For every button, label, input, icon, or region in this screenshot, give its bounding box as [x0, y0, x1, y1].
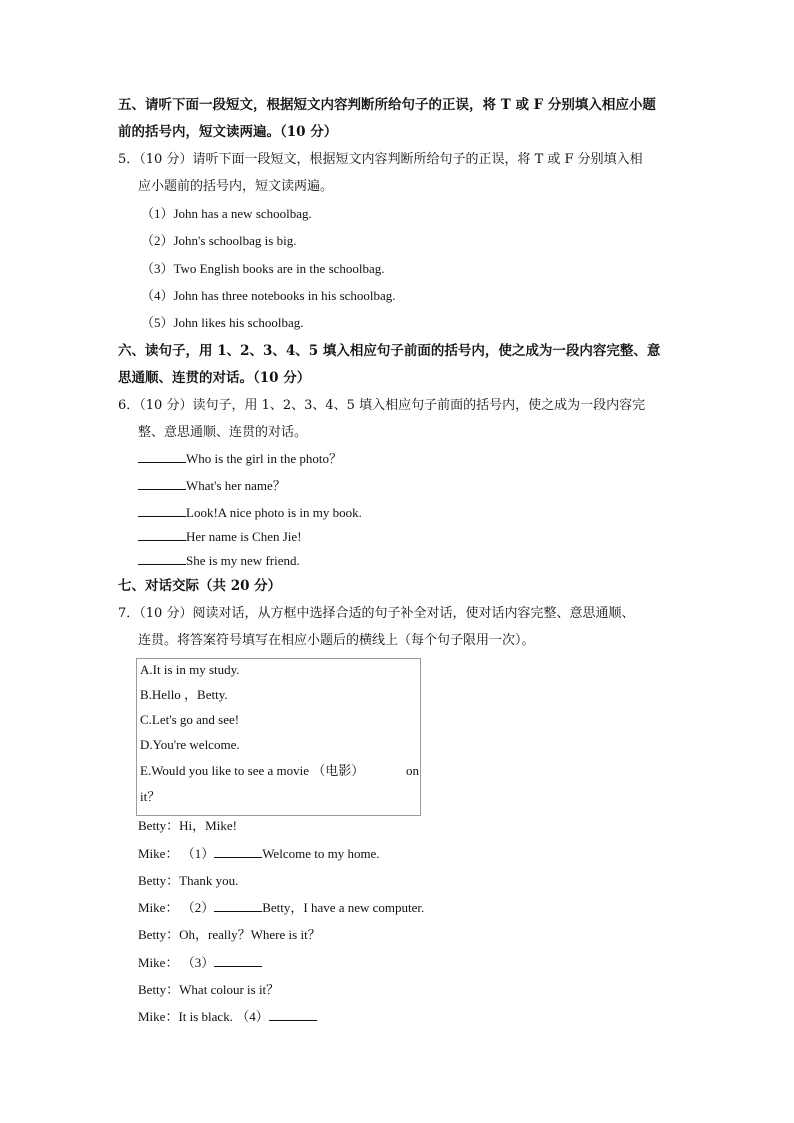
q6-item-4-text: Her name is Chen Jie!	[186, 529, 302, 544]
question7-line1: 7．（10 分）阅读对话，从方框中选择合适的句子补全对话，使对话内容完整、意思通顺、	[118, 606, 635, 621]
q5-item-1: （1）John has a new schoolbag.	[141, 206, 312, 221]
question6-line2: 整、意思通顺、连贯的对话。	[138, 425, 308, 440]
q6-item-3-text: Look!A nice photo is in my book.	[186, 505, 362, 520]
dialogue-line-4	[138, 899, 424, 917]
dialogue-line-2-speaker: Mike： （1）	[138, 846, 215, 861]
section6-heading-line2: 思通顺、连贯的对话。（10 分）	[118, 370, 311, 386]
question5-line2: 应小题前的括号内，短文读两遍。	[138, 179, 334, 194]
dialogue-line-6	[138, 954, 262, 972]
answer-blank-1[interactable]	[214, 845, 262, 858]
q6-item-1-text: Who is the girl in the photo？	[186, 451, 342, 466]
option-b: B.Hello ，Betty.	[140, 687, 228, 702]
answer-blank[interactable]	[138, 528, 186, 541]
dialogue-line-1: Betty：Hi，Mike!	[138, 818, 237, 833]
q6-item-2-text: What's her name？	[186, 478, 286, 493]
q6-item-2	[138, 477, 286, 495]
answer-blank-4[interactable]	[269, 1008, 317, 1021]
q6-item-3	[138, 504, 362, 522]
answer-blank[interactable]	[138, 504, 186, 517]
answer-blank-3[interactable]	[214, 954, 262, 967]
dialogue-line-2	[138, 845, 380, 863]
dialogue-line-8-speaker: Mike：It is black. （4）	[138, 1009, 269, 1024]
question6-line1: 6．（10 分）读句子，用 1、2、3、4、5 填入相应句子前面的括号内，使之成为一段内容完	[118, 398, 646, 413]
dialogue-line-8	[138, 1008, 317, 1026]
q5-item-2: （2）John's schoolbag is big.	[141, 233, 297, 248]
options-box	[136, 658, 421, 816]
q6-item-5-text: She is my new friend.	[186, 553, 300, 568]
section5-heading-line2: 前的括号内，短文读两遍。（10 分）	[118, 124, 338, 140]
answer-blank[interactable]	[138, 552, 186, 565]
dialogue-line-5: Betty：Oh，really？Where is it？	[138, 927, 321, 942]
question5-line1: 5．（10 分）请听下面一段短文，根据短文内容判断所给句子的正误，将 T 或 F 分别填入相	[118, 152, 643, 167]
question7-line2: 连贯。将答案符号填写在相应小题后的横线上（每个句子限用一次）。	[138, 633, 535, 648]
dialogue-line-6-speaker: Mike： （3）	[138, 955, 215, 970]
q5-item-5: （5）John likes his schoolbag.	[141, 315, 304, 330]
section7-heading: 七、对话交际（共 20 分）	[118, 578, 282, 594]
option-e-on: on	[406, 763, 419, 778]
dialogue-line-4-speaker: Mike： （2）	[138, 900, 215, 915]
answer-blank[interactable]	[138, 477, 186, 490]
dialogue-line-4-text: Betty，I have a new computer.	[262, 900, 425, 915]
option-e-line2: it？	[140, 789, 161, 804]
section5-heading-line1: 五、请听下面一段短文，根据短文内容判断所给句子的正误，将 T 或 F 分别填入相应小题	[118, 97, 656, 113]
answer-blank-2[interactable]	[214, 899, 262, 912]
q5-item-3: （3）Two English books are in the schoolbag.	[141, 261, 385, 276]
dialogue-line-2-text: Welcome to my home.	[262, 846, 380, 861]
q6-item-5	[138, 552, 300, 570]
option-c: C.Let's go and see!	[140, 712, 240, 727]
q6-item-1	[138, 450, 342, 468]
option-a: A.It is in my study.	[140, 662, 240, 677]
q5-item-4: （4）John has three notebooks in his schoolbag.	[141, 288, 396, 303]
dialogue-line-7: Betty：What colour is it？	[138, 982, 280, 997]
answer-blank[interactable]	[138, 450, 186, 463]
option-d: D.You're welcome.	[140, 737, 240, 752]
section6-heading-line1: 六、读句子，用 1、2、3、4、5 填入相应句子前面的括号内，使之成为一段内容完整、意	[118, 343, 661, 359]
option-e-line1: E.Would you like to see a movie （电影）	[140, 763, 365, 778]
q6-item-4	[138, 528, 302, 546]
dialogue-line-3: Betty：Thank you.	[138, 873, 239, 888]
